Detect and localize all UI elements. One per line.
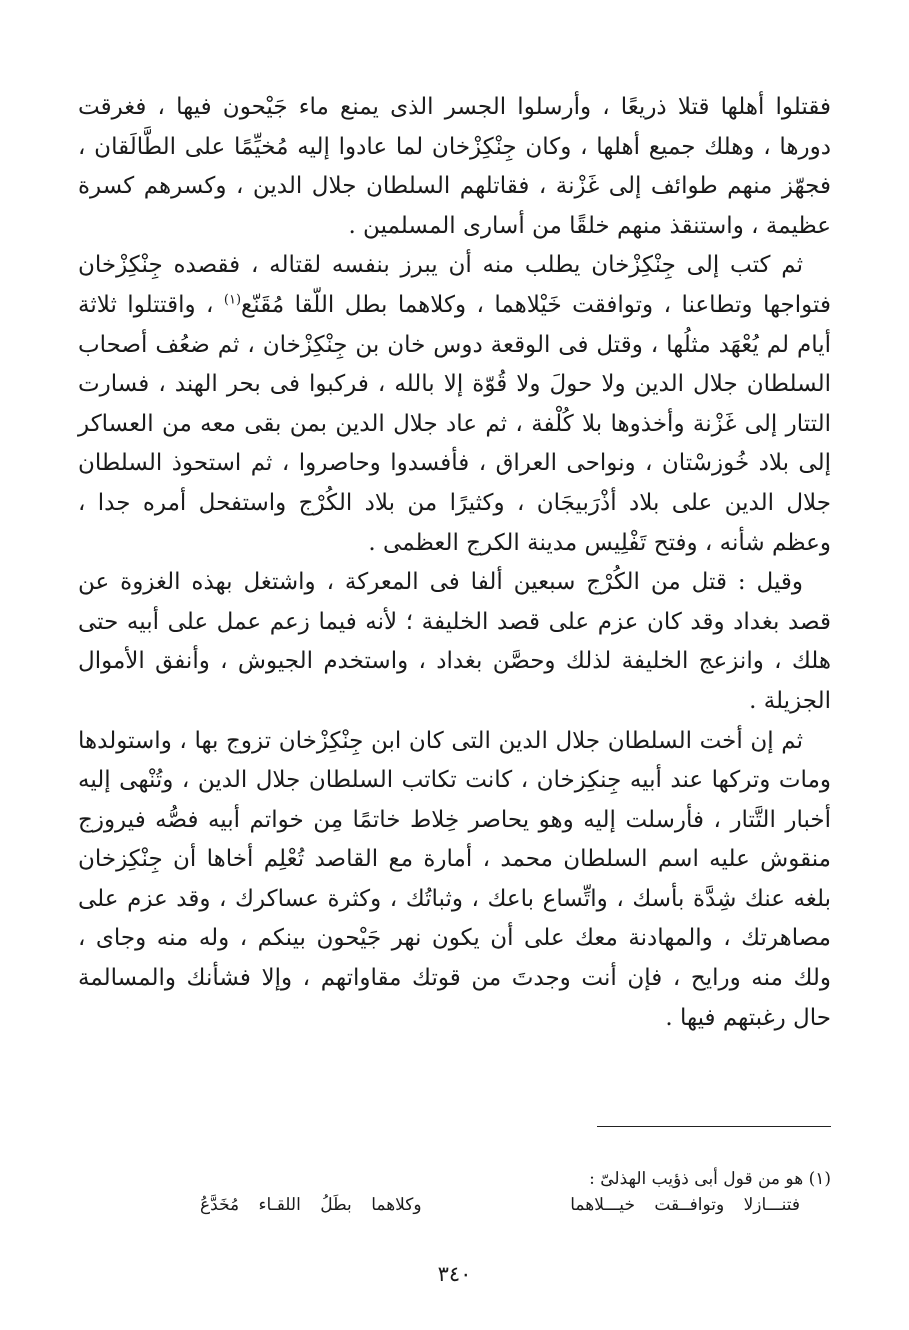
main-text bbox=[78, 88, 831, 1038]
paragraph-4: ثم إن أخت السلطان جلال الدين التى كان ابن جِنْكِزْخان تزوج بها ، واستولدها ومات وتركها عند أبيه جِنكِزخان ، كانت تكاتب السلطان جلال الدين ، وتُنْهى إليه أخبار التَّتار ، فأرسلت إليه وهو يحاصر خِلاط خاتمًا مِن خواتم أبيه فصُّه فيروزج منقوش عليه اسم السلطان محمد ، أمارة مع القاصد تُعْلِم أخاها أن جِنْكِزخان بلغه عنك شِدَّة بأسك ، واتِّساع باعك ، وثباتُك ، وكثرة عساكرك ، وقد عزم على مصاهرتك ، والمهادنة معك على أن يكون نهر جَيْحون بينكم ، وله منه وجاى ، ولك منه ورايح ، فإن أنت وجدتَ من قوتك مقاواتهم ، وإلا فشأنك والمسالمة حال رغبتهم فيها . bbox=[78, 727, 831, 1031]
verse-second-hemistich: وكلاهما بطَلُ اللقـاء مُخَدَّعُ bbox=[200, 1195, 422, 1215]
footnote-separator bbox=[597, 1126, 831, 1127]
footnote-marker: (١) bbox=[223, 292, 242, 308]
paragraph-2-text-before: ثم كتب إلى جِنْكِزْخان يطلب منه أن يبرز بنفسه لقتاله ، فقصده جِنْكِزْخان فتواجها وتطاعنا ، وتوافقت خَيْلاهما ، وكلاهما بطل اللّقا مُقَنّع bbox=[78, 252, 831, 318]
verse-first-hemistich: فتنـــازلا وتوافــقت خيـــلاهما bbox=[570, 1195, 800, 1215]
footnote-verse bbox=[200, 1195, 800, 1215]
footnote bbox=[78, 1164, 831, 1194]
page-number: ٣٤٠ bbox=[437, 1262, 472, 1286]
paragraph-2 bbox=[78, 246, 831, 563]
footnote-intro: (١) هو من قول أبى ذؤيب الهذلىّ : bbox=[589, 1169, 831, 1189]
paragraph-1: فقتلوا أهلها قتلا ذريعًا ، وأرسلوا الجسر الذى يمنع ماء جَيْحون فيها ، فغرقت دورها ، وهلك جميع أهلها ، وكان جِنْكِزْخان لما عادوا إليه مُخيِّمًا على الطَّالَقان ، فجهّز منهم طوائف إلى غَزْنة ، فقاتلهم السلطان جلال الدين ، وكسرهم كسرة عظيمة ، واستنقذ منهم خلقًا من أسارى المسلمين . bbox=[78, 94, 831, 239]
paragraph-3: وقيل : قتل من الكُرْج سبعين ألفا فى المعركة ، واشتغل بهذه الغزوة عن قصد بغداد وقد كان عزم على قصد الخليفة ؛ لأنه فيما زعم عمل على أبيه حتى هلك ، وانزعج الخليفة لذلك وحصَّن بغداد ، واستخدم الجيوش ، وأنفق الأموال الجزيلة . bbox=[78, 569, 831, 714]
paragraph-2-text-after: ، واقتتلوا ثلاثة أيام لم يُعْهَد مثلُها ، وقتل فى الوقعة دوس خان بن جِنْكِزْخان ، ثم ضعُف أصحاب السلطان جلال الدين ولا حولَ ولا قُوّة إلا بالله ، فركبوا فى بحر الهند ، فسارت التتار إلى غَزْنة وأخذوها بلا كُلْفة ، ثم عاد جلال الدين بمن بقى معه من العساكر إلى بلاد خُوزسْتان ، ونواحى العراق ، فأفسدوا وحاصروا ، ثم استحوذ السلطان جلال الدين على بلاد أذْرَبيجَان ، وكثيرًا من بلاد الكُرْج واستفحل أمره جدا ، وعظم شأنه ، وفتح تَفْلِيس مدينة الكرج العظمى . bbox=[78, 291, 831, 556]
